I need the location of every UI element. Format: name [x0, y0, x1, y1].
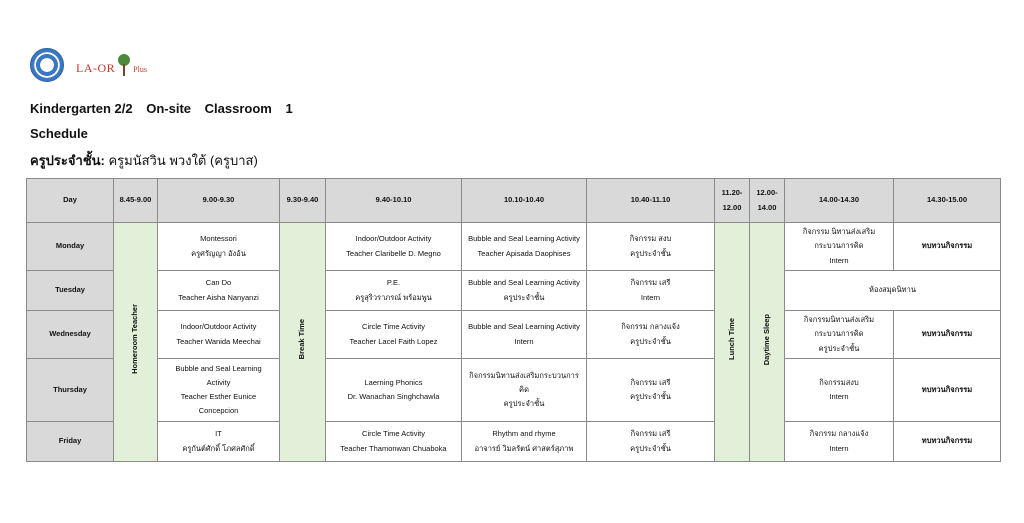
- activity-cell: กิจกรรม สงบ ครูประจำชั้น: [587, 223, 715, 271]
- day-cell: Wednesday: [27, 311, 114, 359]
- schedule-table: [26, 178, 1001, 462]
- lunch-time-cell: [715, 223, 750, 462]
- class-level: Kindergarten 2/2: [30, 101, 133, 116]
- la-or-plus-logo: [76, 54, 147, 76]
- homeroom-name: ครูมนัสวิน พวงใต้ (ครูบาส): [108, 153, 258, 168]
- class-room-number: 1: [285, 101, 293, 116]
- review-cell: ทบทวนกิจกรรม: [894, 223, 1001, 271]
- day-cell: Monday: [27, 223, 114, 271]
- school-seal-logo: [30, 48, 64, 82]
- activity-cell: Bubble and Seal Learning Activity ครูประจำชั้น: [462, 271, 587, 311]
- activity-cell: Circle Time Activity Teacher Lacel Faith Lopez: [326, 311, 462, 359]
- header-day: Day: [27, 179, 114, 223]
- activity-cell: กิจกรรมสงบ Intern: [785, 359, 894, 422]
- header-time-1040: 10.40-11.10: [587, 179, 715, 223]
- header-time-0930: 9.30-9.40: [280, 179, 326, 223]
- table-row-monday: [27, 223, 1001, 271]
- homeroom-teacher-line: [30, 150, 258, 171]
- activity-cell: Bubble and Seal Learning Activity Teacher Apisada Daophises: [462, 223, 587, 271]
- table-row-wednesday: [27, 311, 1001, 359]
- review-cell: ทบทวนกิจกรรม: [894, 359, 1001, 422]
- table-row-tuesday: [27, 271, 1001, 311]
- lunch-time-label: Lunch Time: [726, 318, 736, 361]
- activity-cell: กิจกรรมนิทานส่งเสริมกระบวนการ คิด ครูประจำชั้น: [462, 359, 587, 422]
- header-time-1400: 14.00-14.30: [785, 179, 894, 223]
- activity-cell: Can Do Teacher Aisha Nanyanzi: [158, 271, 280, 311]
- activity-cell: Indoor/Outdoor Activity Teacher Wanida Meechai: [158, 311, 280, 359]
- table-row-thursday: [27, 359, 1001, 422]
- header-time-0900: 9.00-9.30: [158, 179, 280, 223]
- activity-cell: Circle Time Activity Teacher Thamonwan Chuaboka: [326, 422, 462, 462]
- class-room-label: Classroom: [204, 101, 272, 116]
- header-time-0940: 9.40-10.10: [326, 179, 462, 223]
- day-cell: Friday: [27, 422, 114, 462]
- class-mode: On-site: [146, 101, 192, 116]
- activity-cell: Montessori ครูศรัญญา อังอ้น: [158, 223, 280, 271]
- header-time-1120: 11.20- 12.00: [715, 179, 750, 223]
- activity-cell: Bubble and Seal Learning Activity Teacher Esther Eunice Concepcion: [158, 359, 280, 422]
- class-title: [30, 101, 303, 116]
- header-time-1430: 14.30-15.00: [894, 179, 1001, 223]
- activity-cell: กิจกรรม กลางแจ้ง ครูประจำชั้น: [587, 311, 715, 359]
- daytime-sleep-cell: [750, 223, 785, 462]
- homeroom-teacher-label: Homeroom Teacher: [130, 304, 140, 375]
- activity-cell: กิจกรรม กลางแจ้ง Intern: [785, 422, 894, 462]
- logo-plus-text: Plus: [133, 65, 147, 74]
- daytime-sleep-label: Daytime Sleep: [761, 313, 771, 366]
- activity-cell: กิจกรรม เสรี Intern: [587, 271, 715, 311]
- day-cell: Tuesday: [27, 271, 114, 311]
- activity-cell: กิจกรรม เสรี ครูประจำชั้น: [587, 422, 715, 462]
- header-row: [27, 179, 1001, 223]
- logo-text: LA-OR: [76, 61, 116, 75]
- activity-cell: กิจกรรม นิทานส่งเสริม กระบวนการคิด Intern: [785, 223, 894, 271]
- review-cell: ทบทวนกิจกรรม: [894, 311, 1001, 359]
- activity-cell: กิจกรรมนิทานส่งเสริม กระบวนการคิด ครูประจำชั้น: [785, 311, 894, 359]
- homeroom-teacher-cell: [114, 223, 158, 462]
- library-cell: ห้องสมุดนิทาน: [785, 271, 1001, 311]
- break-time-cell: [280, 223, 326, 462]
- homeroom-label: ครูประจำชั้น:: [30, 153, 105, 168]
- activity-cell: กิจกรรม เสรี ครูประจำชั้น: [587, 359, 715, 422]
- header-time-1010: 10.10-10.40: [462, 179, 587, 223]
- schedule-title: Schedule: [30, 126, 88, 141]
- table-row-friday: [27, 422, 1001, 462]
- activity-cell: IT ครูกันต์ศักดิ์ โภศลศักดิ์: [158, 422, 280, 462]
- activity-cell: Bubble and Seal Learning Activity Intern: [462, 311, 587, 359]
- header-time-1200: 12.00- 14.00: [750, 179, 785, 223]
- review-cell: ทบทวนกิจกรรม: [894, 422, 1001, 462]
- day-cell: Thursday: [27, 359, 114, 422]
- activity-cell: Indoor/Outdoor Activity Teacher Claribelle D. Megno: [326, 223, 462, 271]
- tree-icon: [117, 54, 131, 76]
- activity-cell: Rhythm and rhyme อาจารย์ วิมลรัตน์ ศาสตร์สุภาพ: [462, 422, 587, 462]
- header-time-0845: 8.45-9.00: [114, 179, 158, 223]
- activity-cell: Laerning Phonics Dr. Wanachan Singhchawla: [326, 359, 462, 422]
- activity-cell: P.E. ครูสุริวราภรณ์ พร้อมพูน: [326, 271, 462, 311]
- logo-group: [30, 45, 147, 85]
- break-time-label: Break Time: [297, 319, 307, 360]
